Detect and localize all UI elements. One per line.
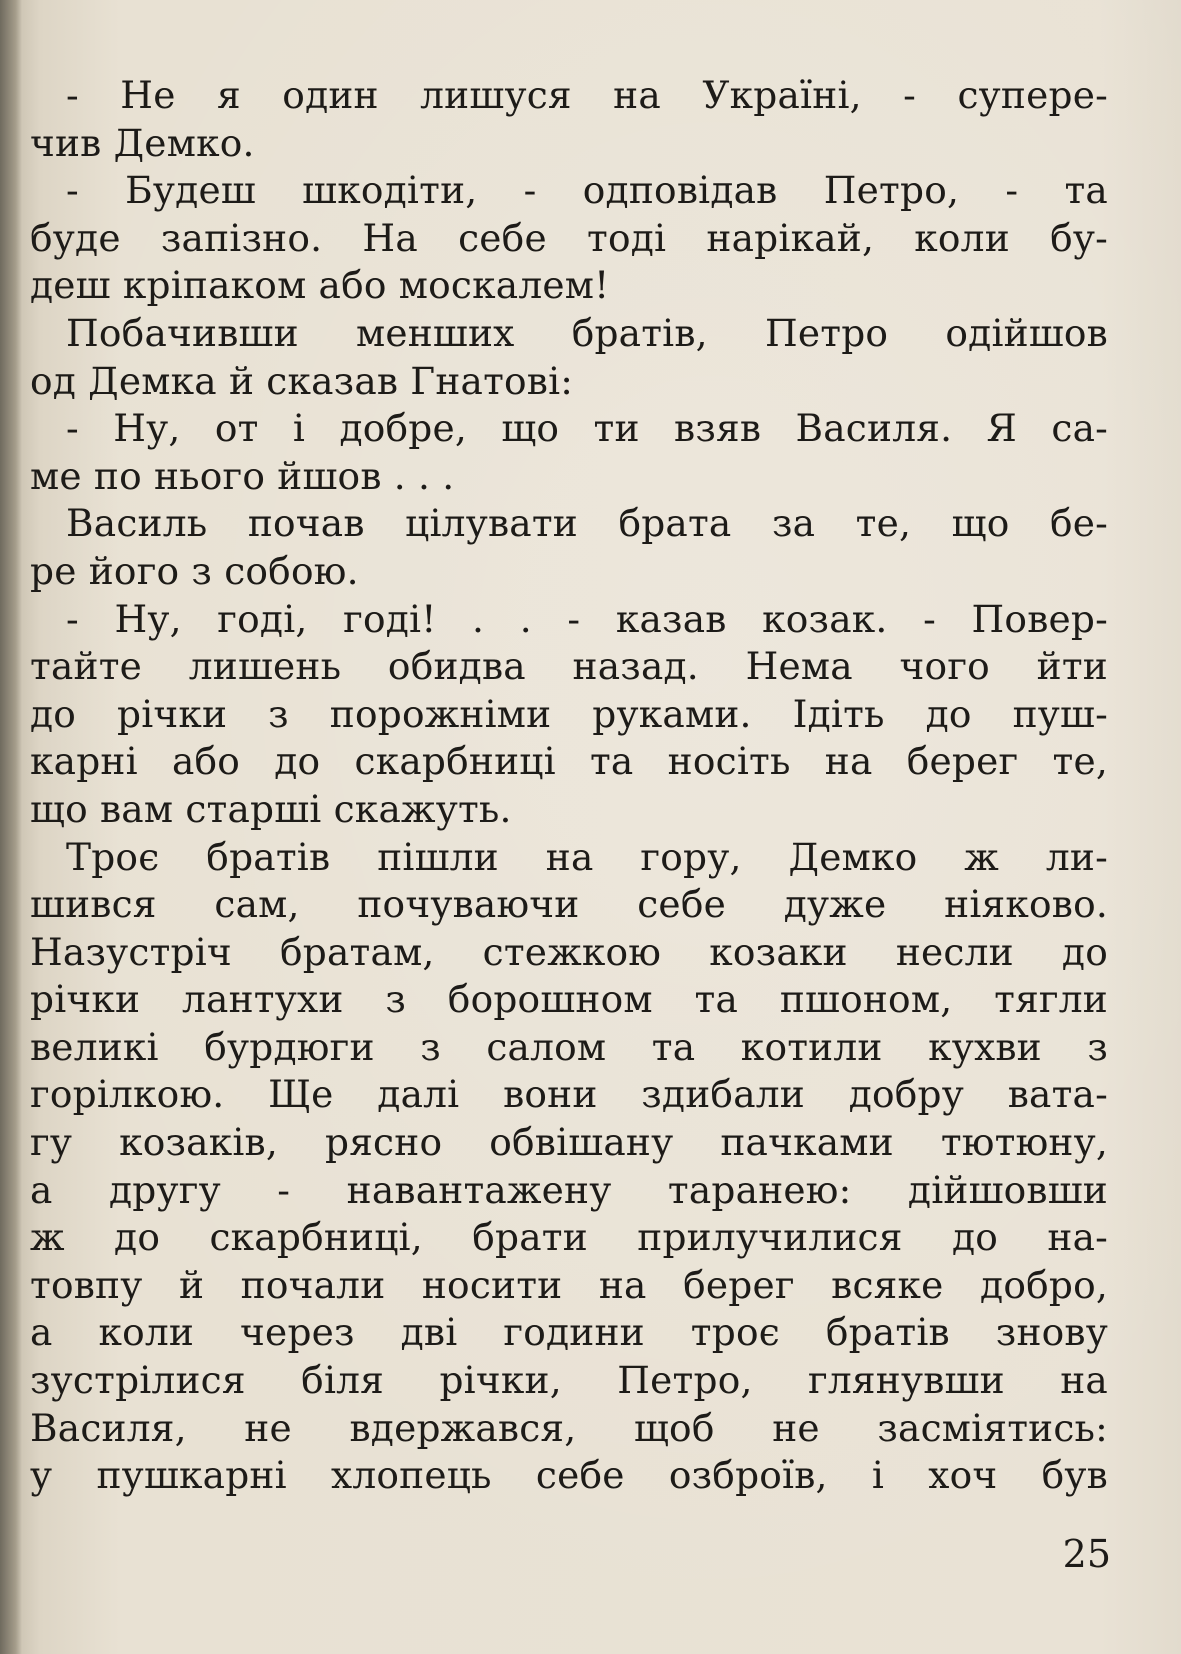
text-line: Побачивши менших братів, Петро одійшов <box>66 310 1108 355</box>
text-line: - Ну, от і добре, що ти взяв Василя. Я са- <box>66 406 1108 451</box>
text-line: що вам старші скажуть. <box>30 786 512 831</box>
page-number: 25 <box>1062 1532 1111 1576</box>
text-line: горілкою. Ще далі вони здибали добру вата- <box>30 1072 1108 1117</box>
text-line: шився сам, почуваючи себе дуже ніяково. <box>30 882 1108 927</box>
text-line: - Будеш шкодіти, - одповідав Петро, - та <box>66 168 1108 213</box>
text-line: товпу й почали носити на берег всяке добро, <box>30 1262 1108 1307</box>
text-line: буде запізно. На себе тоді нарікай, коли бу- <box>30 215 1108 260</box>
text-line: гу козаків, рясно обвішану пачками тютюну, <box>30 1120 1108 1165</box>
text-line: деш кріпаком або москалем! <box>30 263 610 308</box>
page-body-text <box>30 72 1108 1500</box>
text-line: карні або до скарбниці та носіть на берег те, <box>30 739 1108 784</box>
text-line: а коли через дві години троє братів знову <box>30 1310 1108 1355</box>
text-line: річки лантухи з борошном та пшоном, тягли <box>30 977 1108 1022</box>
text-line: ре його з собою. <box>30 548 359 593</box>
text-line: чив Демко. <box>30 120 255 165</box>
text-line: зустрілися біля річки, Петро, глянувши на <box>30 1358 1108 1403</box>
text-line: Троє братів пішли на гору, Демко ж ли- <box>66 834 1108 879</box>
text-line: - Не я один лишуся на Україні, - супере- <box>66 73 1108 117</box>
text-line: Василя, не вдержався, щоб не засміятись: <box>30 1405 1108 1450</box>
text-line: ме по нього йшов . . . <box>30 453 455 498</box>
text-line: тайте лишень обидва назад. Нема чого йти <box>30 644 1108 689</box>
text-line: Василь почав цілувати брата за те, що бе- <box>66 501 1108 546</box>
text-line: ж до скарбниці, брати прилучилися до на- <box>30 1215 1108 1260</box>
text-line: - Ну, годі, годі! . . - казав козак. - Повер- <box>66 596 1108 641</box>
text-line: од Демка й сказав Гнатові: <box>30 358 574 403</box>
text-line: у пушкарні хлопець себе озброїв, і хоч був <box>30 1453 1108 1498</box>
text-line: Назустріч братам, стежкою козаки несли до <box>30 929 1108 974</box>
page-binding-edge <box>0 0 22 1654</box>
text-line: а другу - навантажену таранею: дійшовши <box>30 1167 1108 1212</box>
text-line: до річки з порожніми руками. Ідіть до пуш- <box>30 691 1108 736</box>
text-line: великі бурдюги з салом та котили кухви з <box>30 1024 1108 1069</box>
